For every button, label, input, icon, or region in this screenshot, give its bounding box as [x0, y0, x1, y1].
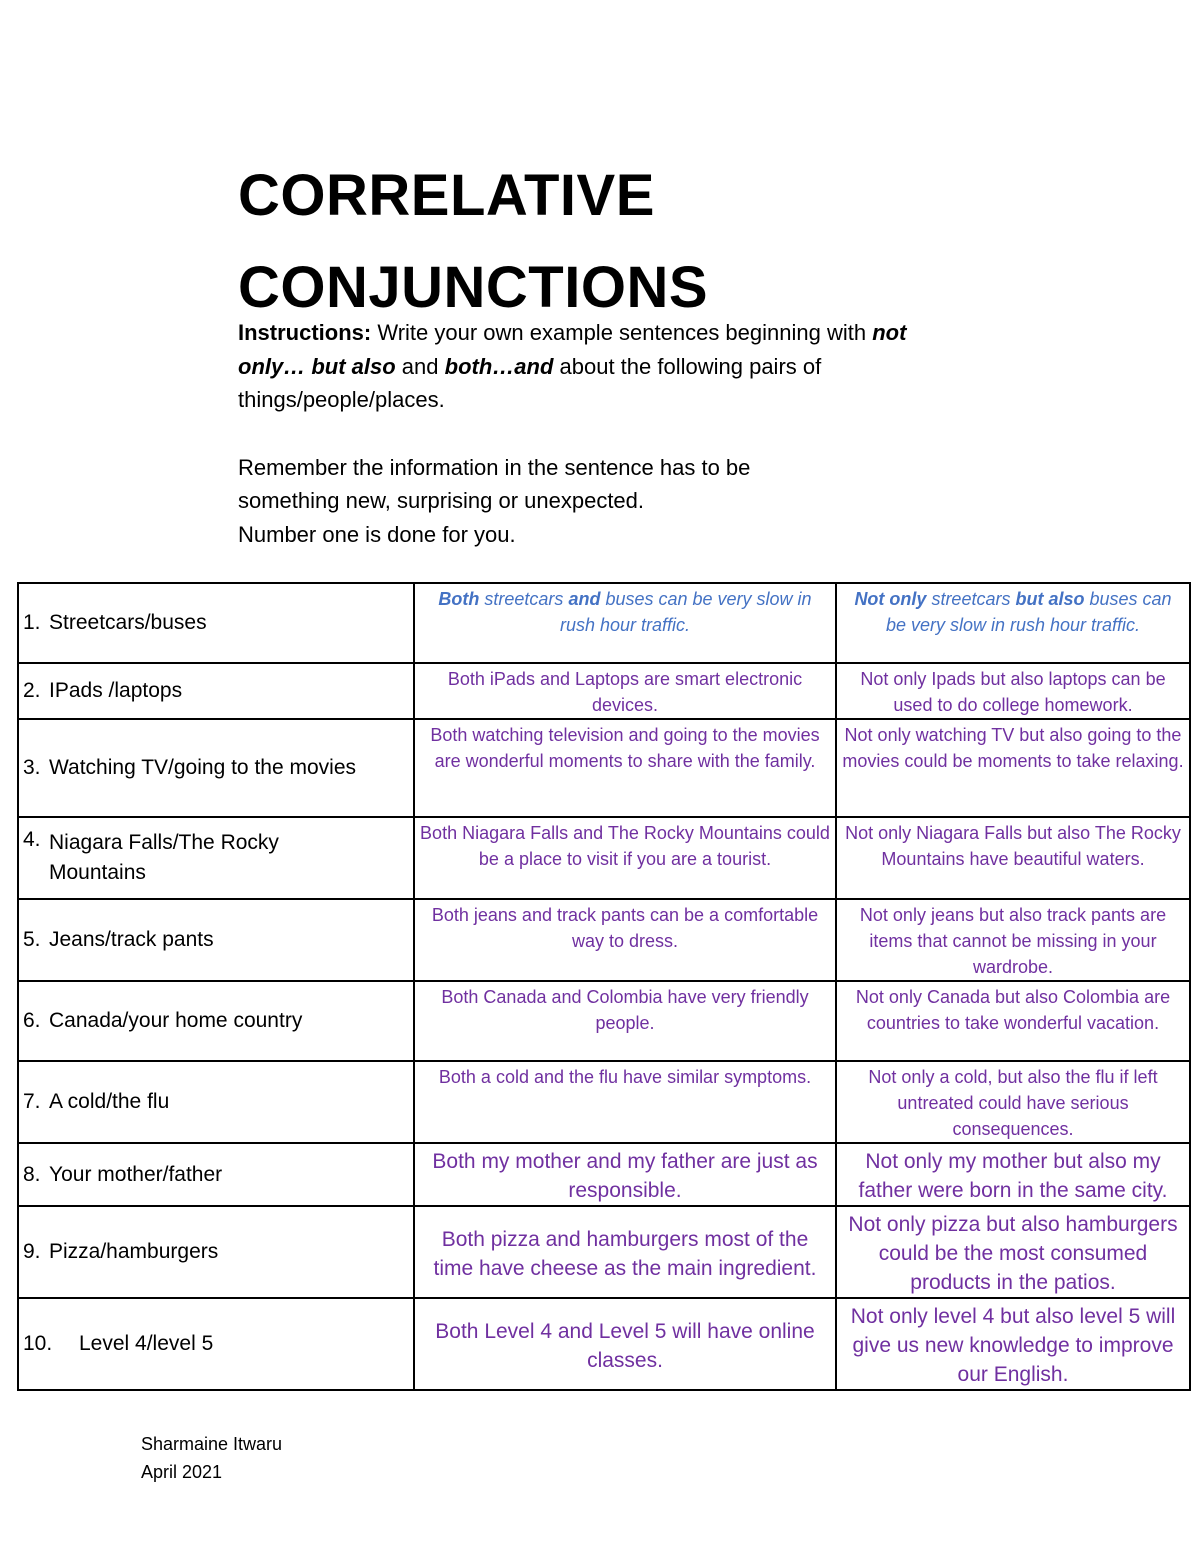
pair-label: Jeans/track pants — [49, 928, 214, 951]
author-name: Sharmaine Itwaru — [141, 1434, 283, 1454]
notonly-answer: Not only Niagara Falls but also The Rocky Mountains have beautiful waters. — [845, 823, 1181, 869]
remember-line-3: Number one is done for you. — [238, 521, 516, 547]
instructions — [238, 316, 958, 551]
both-answer-cell — [414, 981, 836, 1061]
pair-label: Level 4/level 5 — [79, 1332, 214, 1355]
both-answer: Both jeans and track pants can be a comfortable way to dress. — [431, 905, 819, 951]
both-answer-cell — [414, 899, 836, 981]
pair-cell — [18, 719, 414, 817]
pair-cell — [18, 1061, 414, 1143]
both-answer: Both iPads and Laptops are smart electronic devices. — [447, 669, 803, 715]
row-number: 4. — [23, 828, 41, 851]
pair-cell — [18, 583, 414, 663]
instructions-emphasis-2: both…and — [444, 353, 554, 379]
notonly-answer-cell — [836, 1206, 1190, 1298]
table-row — [18, 719, 1190, 817]
instructions-label: Instructions: — [238, 320, 372, 345]
notonly-answer: Not only level 4 but also level 5 will give us new knowledge to improve our English. — [850, 1305, 1176, 1386]
pair-cell — [18, 981, 414, 1061]
exercise-table — [17, 582, 1191, 1391]
row-number: 1. — [23, 611, 41, 634]
table-row — [18, 583, 1190, 663]
both-answer-cell — [414, 1298, 836, 1390]
both-answer-cell — [414, 719, 836, 817]
notonly-answer-cell — [836, 719, 1190, 817]
example-text: buses can be very slow in rush hour traffic. — [559, 589, 812, 635]
row-number: 5. — [23, 928, 41, 951]
pair-cell — [18, 817, 414, 899]
notonly-answer: Not only watching TV but also going to the movies could be moments to take relaxing. — [842, 725, 1184, 771]
instructions-paragraph — [238, 316, 958, 417]
both-answer-cell — [414, 1206, 836, 1298]
notonly-answer: Not only a cold, but also the flu if left untreated could have serious consequences. — [868, 1067, 1158, 1139]
row-number: 2. — [23, 679, 41, 702]
notonly-answer: Not only pizza but also hamburgers could be the most consumed products in the patios. — [848, 1213, 1178, 1294]
example-keyword: Both — [438, 589, 480, 609]
notonly-answer: Not only Ipads but also laptops can be used to do college homework. — [860, 669, 1166, 715]
table-row — [18, 1143, 1190, 1206]
notonly-answer: Not only my mother but also my father were born in the same city. — [858, 1150, 1168, 1202]
pair-cell — [18, 1298, 414, 1390]
notonly-answer: Not only jeans but also track pants are items that cannot be missing in your wardrobe. — [859, 905, 1167, 977]
notonly-example-cell — [836, 583, 1190, 663]
row-number: 3. — [23, 756, 41, 779]
instructions-emphasis-1: not only… but also — [238, 320, 907, 379]
pair-label: Niagara Falls/The Rocky Mountains — [49, 831, 279, 884]
both-answer: Both watching television and going to the movies are wonderful moments to share with the family. — [430, 725, 820, 771]
pair-label: Watching TV/going to the movies — [49, 756, 356, 779]
table-row — [18, 981, 1190, 1061]
pair-label: A cold/the flu — [49, 1090, 170, 1113]
example-keyword: but also — [1015, 589, 1085, 609]
instructions-text-2: and — [395, 353, 445, 379]
footer — [141, 1430, 282, 1486]
notonly-answer-cell — [836, 899, 1190, 981]
row-number: 6. — [23, 1009, 41, 1032]
page-title — [238, 150, 938, 334]
table-row — [18, 1298, 1190, 1390]
table-row — [18, 899, 1190, 981]
pair-label: Your mother/father — [49, 1162, 223, 1186]
table-row — [18, 663, 1190, 719]
table-row — [18, 1061, 1190, 1143]
pair-label: Canada/your home country — [49, 1009, 303, 1032]
both-example-cell — [414, 583, 836, 663]
pair-cell — [18, 663, 414, 719]
notonly-answer-cell — [836, 981, 1190, 1061]
notonly-answer-cell — [836, 817, 1190, 899]
example-text: streetcars — [926, 589, 1016, 609]
both-answer: Both Niagara Falls and The Rocky Mountains could be a place to visit if you are a tourist. — [420, 823, 830, 869]
notonly-answer-cell — [836, 1143, 1190, 1206]
row-number: 9. — [23, 1240, 41, 1263]
notonly-answer-cell — [836, 1298, 1190, 1390]
both-answer-cell — [414, 1143, 836, 1206]
remember-line-1: Remember the information in the sentence has to be — [238, 454, 751, 480]
example-text: streetcars — [479, 589, 569, 609]
example-keyword: Not only — [854, 589, 927, 609]
instructions-text-1: Write your own example sentences beginning with — [371, 320, 873, 345]
notonly-answer-cell — [836, 663, 1190, 719]
both-answer: Both Level 4 and Level 5 will have online classes. — [435, 1319, 815, 1372]
row-number: 8. — [23, 1162, 41, 1186]
both-answer-cell — [414, 1061, 836, 1143]
both-answer: Both a cold and the flu have similar symptoms. — [438, 1067, 812, 1087]
pair-cell — [18, 1143, 414, 1206]
both-answer: Both my mother and my father are just as responsible. — [432, 1150, 818, 1202]
title-line-2: CONJUNCTIONS — [238, 255, 709, 320]
title-line-1: CORRELATIVE — [238, 163, 655, 228]
pair-label: IPads /laptops — [49, 679, 183, 702]
notonly-answer: Not only Canada but also Colombia are countries to take wonderful vacation. — [855, 987, 1171, 1033]
row-number: 10. — [23, 1332, 53, 1355]
document-date: April 2021 — [141, 1462, 223, 1482]
instructions-text-3: about the following pairs of things/people/places. — [238, 353, 822, 412]
example-keyword: and — [568, 589, 601, 609]
row-number: 7. — [23, 1090, 41, 1113]
pair-label: Streetcars/buses — [49, 611, 207, 634]
example-text: buses can be very slow in rush hour traffic. — [885, 589, 1172, 635]
pair-label: Pizza/hamburgers — [49, 1240, 219, 1263]
table-row — [18, 817, 1190, 899]
remember-line-2: something new, surprising or unexpected. — [238, 488, 645, 513]
notonly-answer-cell — [836, 1061, 1190, 1143]
both-answer-cell — [414, 663, 836, 719]
table-row — [18, 1206, 1190, 1298]
both-answer-cell — [414, 817, 836, 899]
pair-cell — [18, 899, 414, 981]
both-answer: Both pizza and hamburgers most of the time have cheese as the main ingredient. — [433, 1227, 817, 1280]
pair-cell — [18, 1206, 414, 1298]
both-answer: Both Canada and Colombia have very friendly people. — [441, 987, 809, 1033]
